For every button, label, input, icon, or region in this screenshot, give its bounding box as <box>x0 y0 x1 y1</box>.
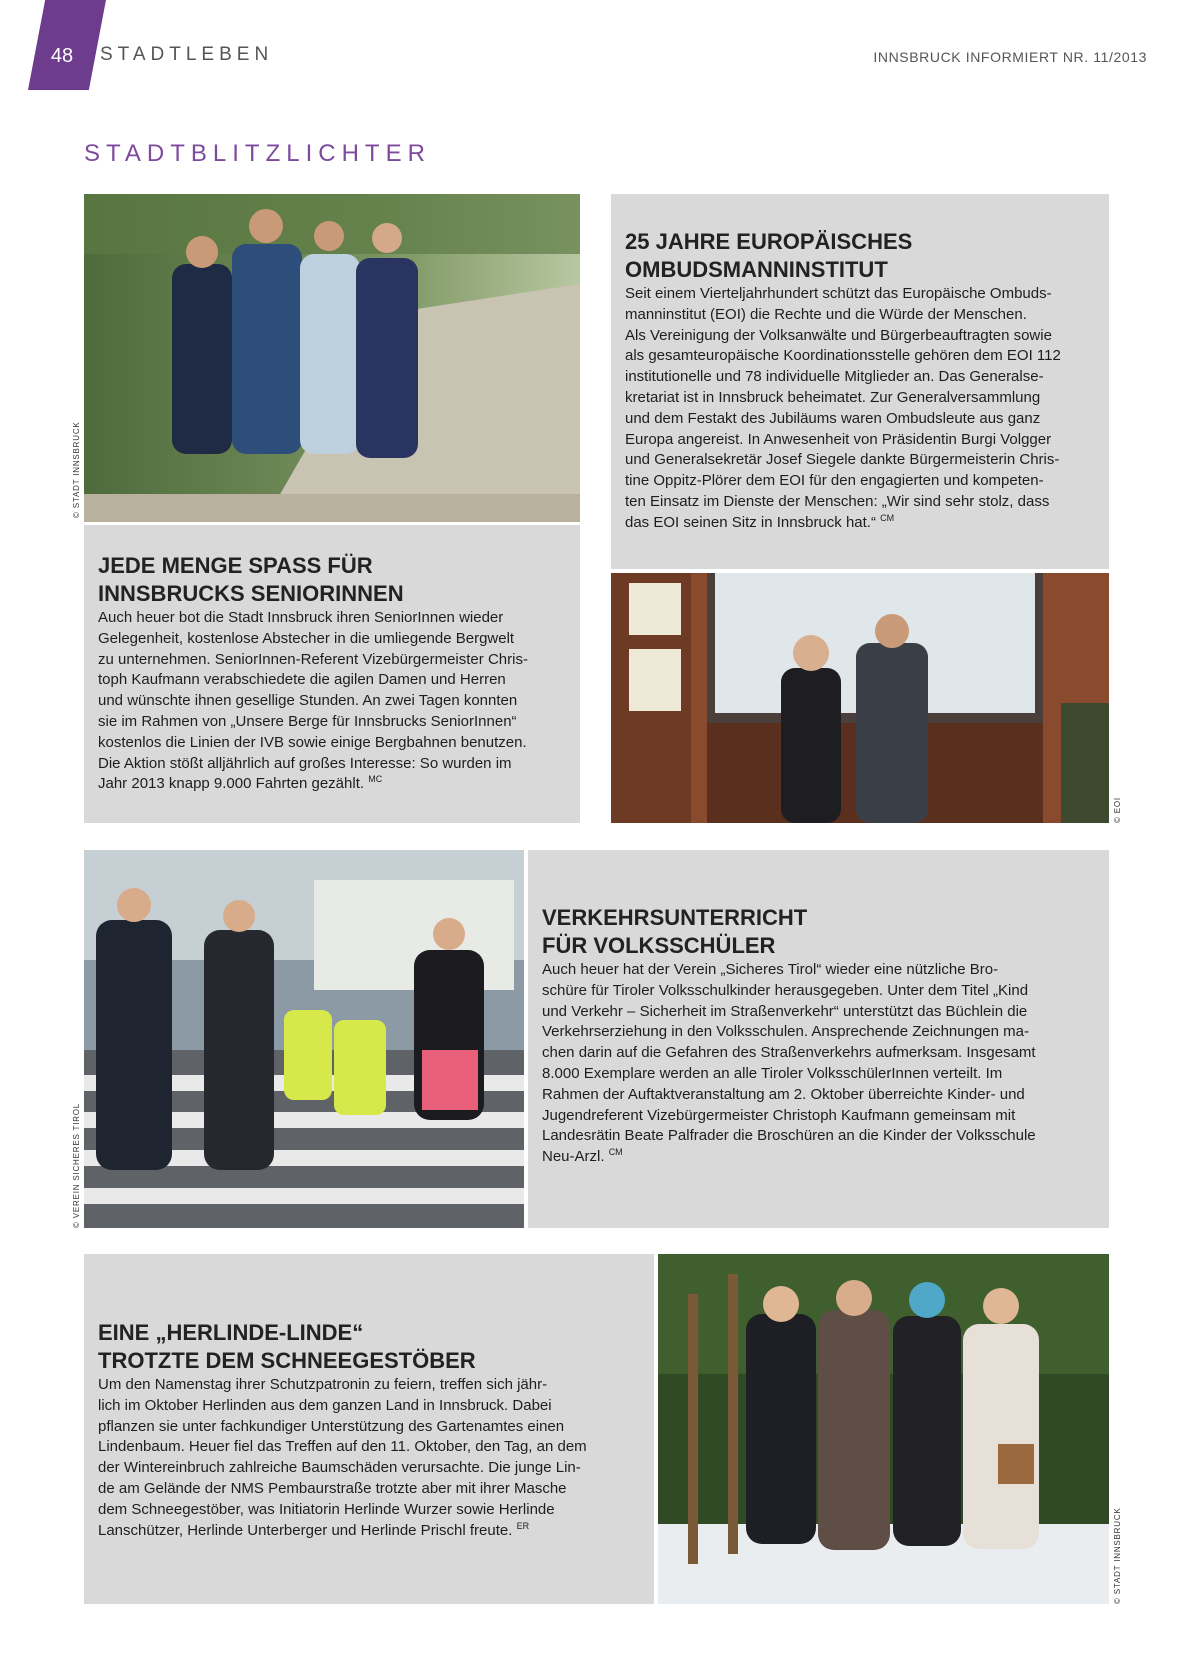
seniors-body-line: Jahr 2013 knapp 9.000 Fahrten gezählt. <box>98 775 365 793</box>
linde-photo <box>658 1254 1109 1604</box>
ombudsman-headline-line-1: 25 JAHRE EUROPÄISCHES <box>625 229 913 254</box>
ombudsman-body-line: manninstitut (EOI) die Rechte und die Würde der Menschen. <box>625 305 1027 323</box>
seniors-headline-line-1: JEDE MENGE SPASS FÜR <box>98 553 373 578</box>
ombudsman-body-line: institutionelle und 78 individuelle Mitglieder an. Das Generalse- <box>625 368 1044 386</box>
seniors-body-line: Auch heuer bot die Stadt Innsbruck ihren SeniorInnen wieder <box>98 609 504 626</box>
traffic-headline <box>542 904 1095 960</box>
traffic-body-line: Jugendreferent Vizebürgermeister Christoph Kaufmann gemeinsam mit <box>542 1106 1016 1124</box>
seniors-body-line: kostenlos die Linien der IVB sowie einige Bergbahnen benutzen. <box>98 733 527 751</box>
seniors-body-line: toph Kaufmann verabschiedete die agilen Damen und Herren <box>98 671 506 689</box>
ombudsman-headline <box>625 228 1095 284</box>
traffic-body-line: Landesrätin Beate Palfrader die Broschüren an die Kinder der Volksschule <box>542 1127 1036 1145</box>
traffic-author: CM <box>608 1147 623 1158</box>
linde-headline <box>98 1319 640 1375</box>
ombudsman-body-line: Als Vereinigung der Volksanwälte und Bürgerbeauftragten sowie <box>625 326 1052 344</box>
traffic-body-line: und Verkehr – Sicherheit im Straßenverkehr“ unterstützt das Büchlein die <box>542 1002 1028 1020</box>
linde-headline-line-1: EINE „HERLINDE-LINDE“ <box>98 1320 364 1345</box>
linde-body-line: Um den Namenstag ihrer Schutzpatronin zu feiern, treffen sich jähr- <box>98 1376 548 1393</box>
linde-body-line: lich im Oktober Herlinden aus dem ganzen Land in Innsbruck. Dabei <box>98 1396 552 1414</box>
seniors-photo-credit: © STADT INNSBRUCK <box>72 421 81 518</box>
traffic-body-line: Neu-Arzl. <box>542 1148 605 1166</box>
linde-headline-line-2: TROTZTE DEM SCHNEEGESTÖBER <box>98 1348 476 1373</box>
seniors-photo <box>84 194 580 522</box>
traffic-body-line: Auch heuer hat der Verein „Sicheres Tirol“ wieder eine nützliche Bro- <box>542 961 999 978</box>
seniors-headline-line-2: INNSBRUCKS SENIORINNEN <box>98 581 404 606</box>
page-title: STADTBLITZLICHTER <box>84 140 431 167</box>
linde-body-line: pflanzen sie unter fachkundiger Unterstützung des Gartenamtes einen <box>98 1417 565 1435</box>
seniors-body <box>98 608 566 795</box>
seniors-body-line: Die Aktion stößt alljährlich auf großes Interesse: So wurden im <box>98 754 512 772</box>
traffic-body-line: 8.000 Exemplare werden an alle Tiroler VolksschülerInnen verteilt. Im <box>542 1064 1003 1082</box>
traffic-headline-line-2: FÜR VOLKSSCHÜLER <box>542 933 776 958</box>
ombudsman-headline-line-2: OMBUDSMANNINSTITUT <box>625 257 888 282</box>
traffic-body-line: Rahmen der Auftaktveranstaltung am 2. Oktober überreichte Kinder- und <box>542 1085 1025 1103</box>
ombudsman-body-line: als gesamteuropäische Koordinationsstelle gehören dem EOI 112 <box>625 347 1061 365</box>
page-number: 48 <box>50 45 74 67</box>
ombudsman-article <box>611 194 1109 569</box>
linde-author: ER <box>516 1520 530 1531</box>
traffic-body-line: Verkehrserziehung in den Volksschulen. Ansprechende Zeichnungen ma- <box>542 1023 1029 1041</box>
section-name: STADTLEBEN <box>100 44 274 65</box>
traffic-body-line: chen darin auf die Gefahren des Straßenverkehrs aufmerksam. Insgesamt <box>542 1044 1036 1062</box>
linde-body-line: dem Schneegestöber, was Initiatorin Herlinde Wurzer sowie Herlinde <box>98 1500 555 1518</box>
linde-body-line: Lanschützer, Herlinde Unterberger und Herlinde Prischl freute. <box>98 1521 513 1539</box>
ombudsman-body <box>625 284 1095 534</box>
ombudsman-body-line: kretariat ist in Innsbruck beheimatet. Zur Generalversammlung <box>625 388 1041 406</box>
traffic-photo <box>84 850 524 1228</box>
traffic-headline-line-1: VERKEHRSUNTERRICHT <box>542 905 808 930</box>
traffic-body-line: schüre für Tiroler Volksschulkinder herausgegeben. Unter dem Titel „Kind <box>542 981 1029 999</box>
seniors-headline <box>98 552 566 608</box>
ombudsman-photo <box>611 573 1109 823</box>
linde-body-line: Lindenbaum. Heuer fiel das Treffen auf den 11. Oktober, den Tag, an dem <box>98 1438 587 1456</box>
linde-body-line: der Wintereinbruch zahlreiche Baumschäden verursachte. Die junge Lin- <box>98 1459 581 1477</box>
ombudsman-body-line: und Generalsekretär Josef Siegele dankte Bürgermeisterin Chris- <box>625 451 1060 469</box>
ombudsman-author: CM <box>880 512 895 523</box>
traffic-body <box>542 960 1095 1168</box>
seniors-author: MC <box>368 774 383 785</box>
seniors-body-line: zu unternehmen. SeniorInnen-Referent Vizebürgermeister Chris- <box>98 650 528 668</box>
linde-photo-credit: © STADT INNSBRUCK <box>1113 1507 1122 1604</box>
traffic-photo-credit: © VEREIN SICHERES TIROL <box>72 1102 81 1228</box>
traffic-article <box>528 850 1109 1228</box>
ombudsman-photo-credit: © EOI <box>1113 797 1122 823</box>
ombudsman-body-line: ten Einsatz im Dienste der Menschen: „Wir sind sehr stolz, dass <box>625 492 1050 510</box>
linde-body <box>98 1375 640 1541</box>
ombudsman-body-line: tine Oppitz-Plörer dem EOI für den engagierten und kompeten- <box>625 472 1044 490</box>
linde-body-line: de am Gelände der NMS Pembaurstraße trotzte aber mit ihrer Masche <box>98 1479 567 1497</box>
issue-label: INNSBRUCK INFORMIERT NR. 11/2013 <box>873 49 1147 65</box>
seniors-body-line: und wünschte ihnen gesellige Stunden. An zwei Tagen konnten <box>98 692 518 710</box>
ombudsman-body-line: und dem Festakt des Jubiläums waren Ombudsleute aus ganz <box>625 409 1041 427</box>
ombudsman-body-line: Europa angereist. In Anwesenheit von Präsidentin Burgi Volgger <box>625 430 1052 448</box>
seniors-article <box>84 525 580 823</box>
linde-article <box>84 1254 654 1604</box>
seniors-body-line: sie im Rahmen von „Unsere Berge für Innsbrucks SeniorInnen“ <box>98 712 517 730</box>
ombudsman-body-line: Seit einem Vierteljahrhundert schützt das Europäische Ombuds- <box>625 285 1052 302</box>
ombudsman-body-line: das EOI seinen Sitz in Innsbruck hat.“ <box>625 513 876 531</box>
seniors-body-line: Gelegenheit, kostenlose Abstecher in die umliegende Bergwelt <box>98 629 515 647</box>
